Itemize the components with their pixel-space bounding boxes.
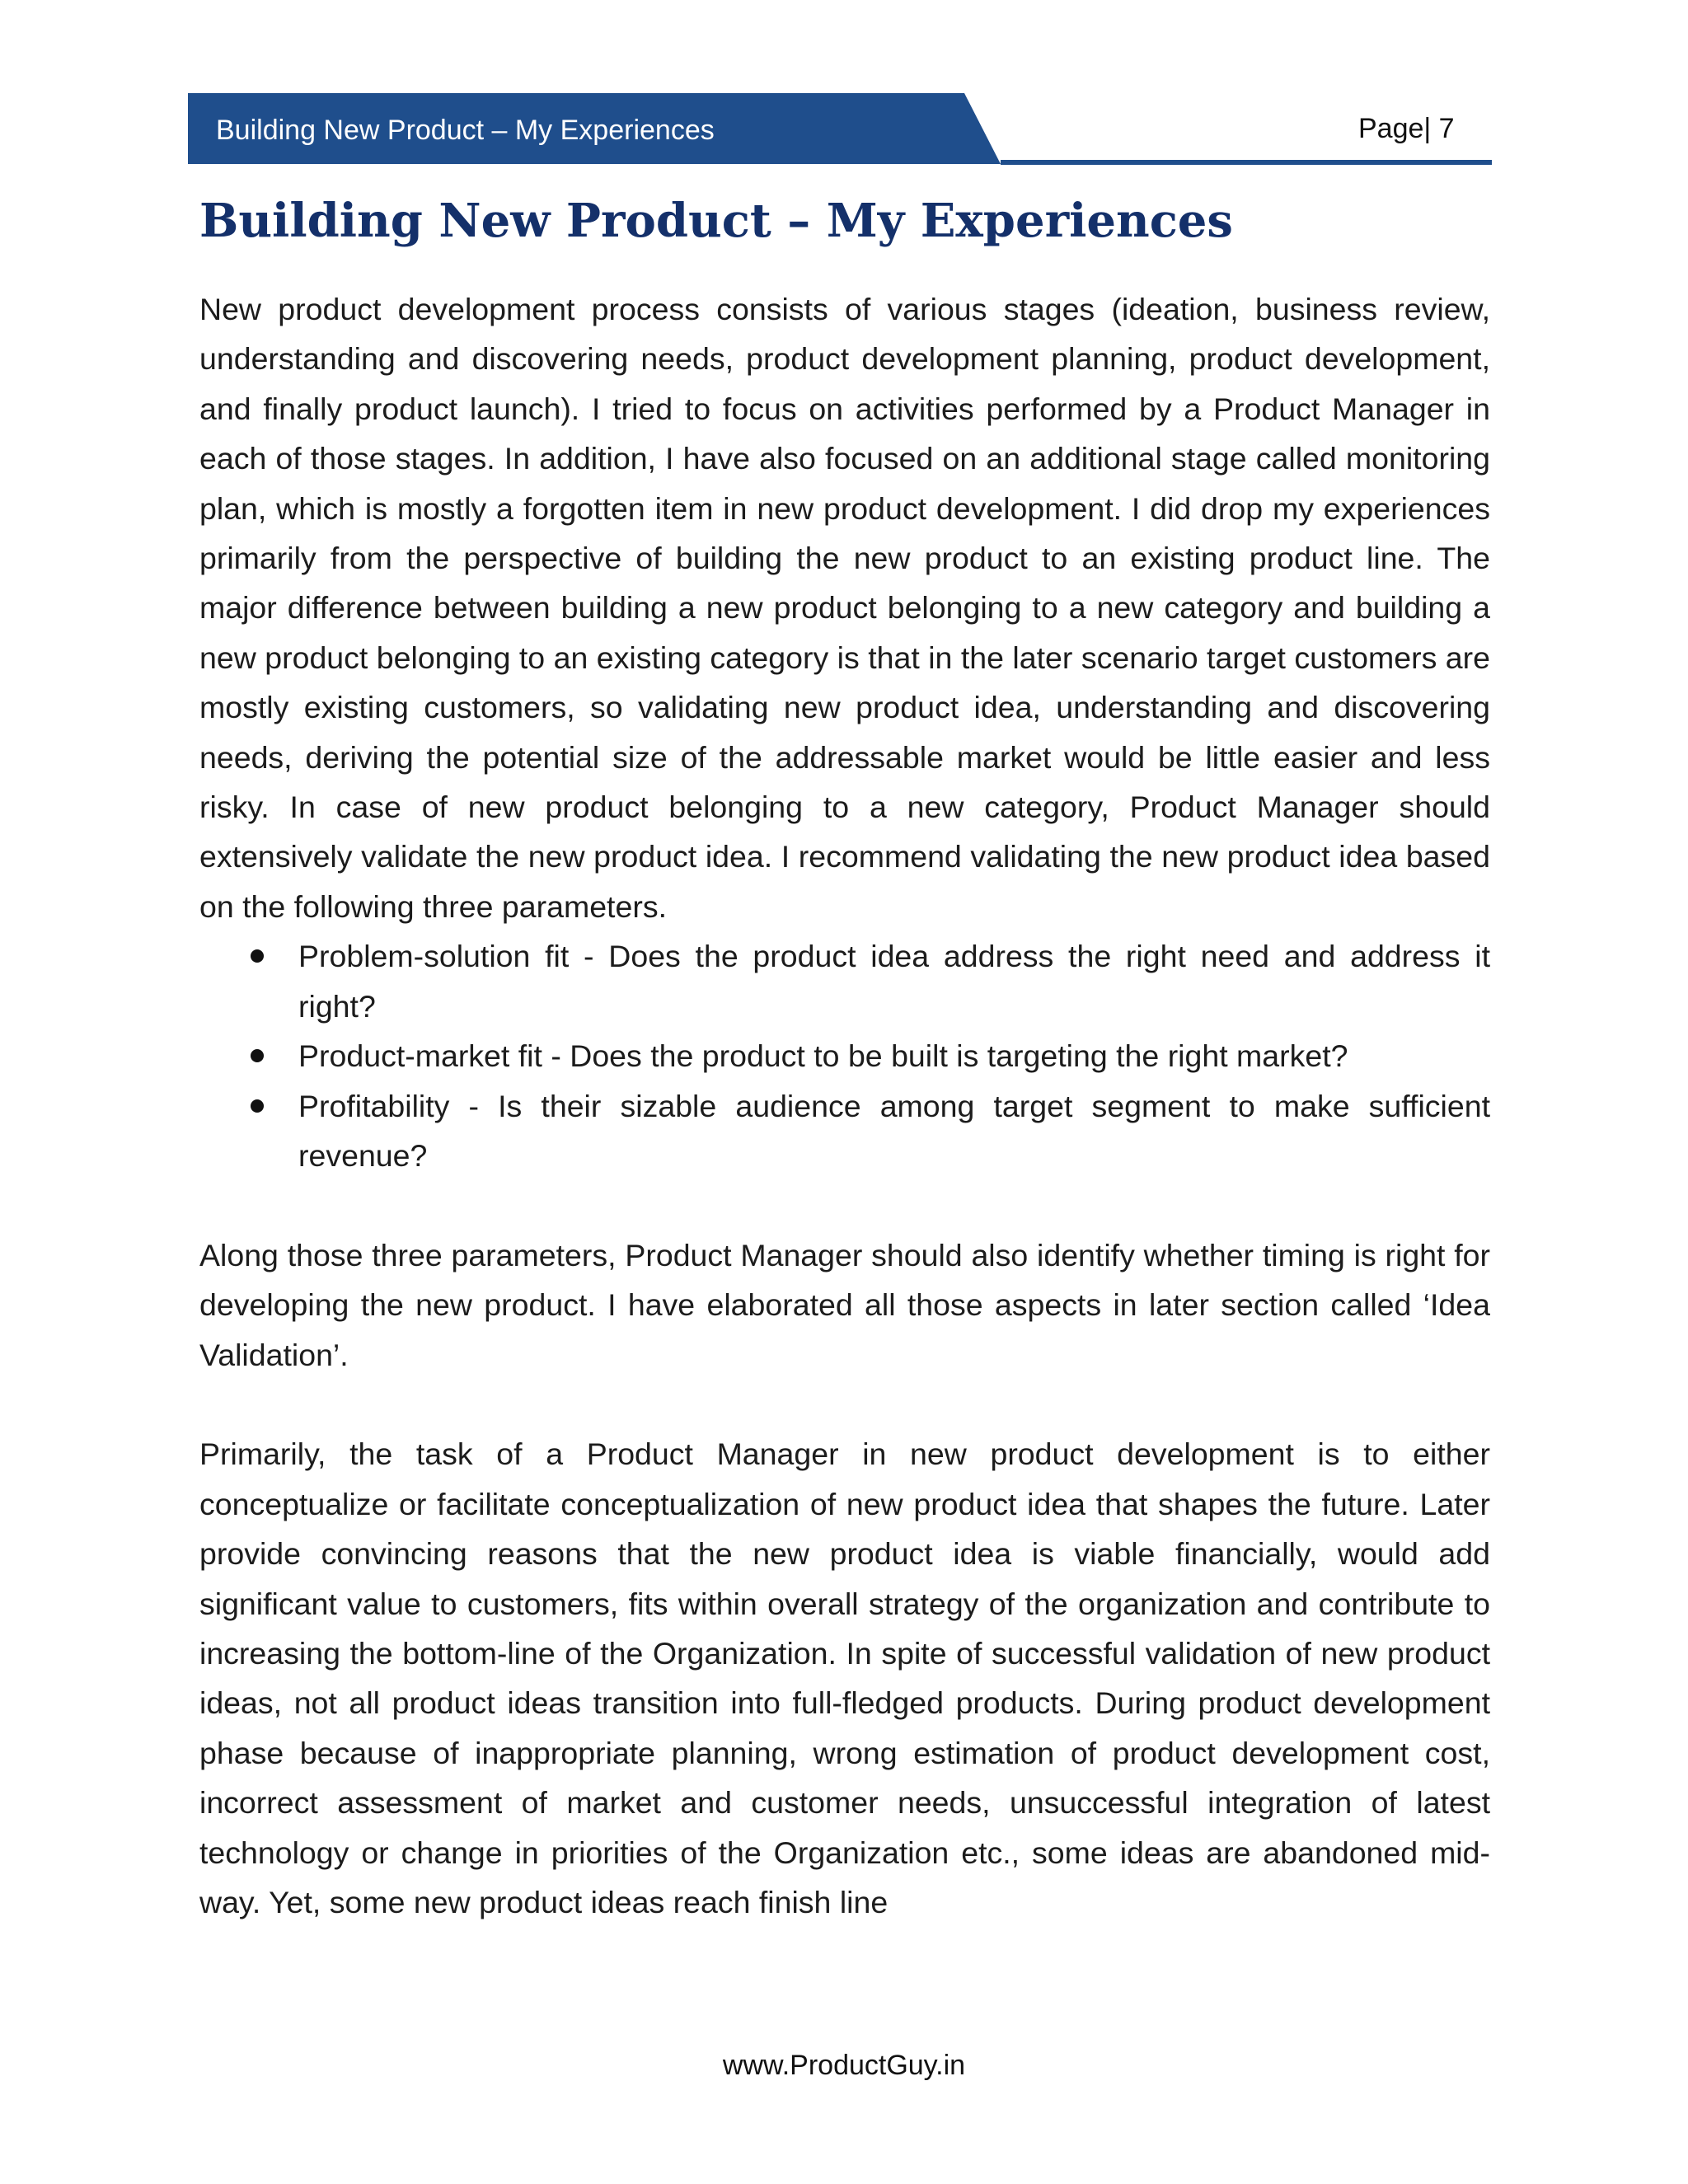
list-item-text: Product-market fit - Does the product to be built is targeting the right market? bbox=[298, 1038, 1348, 1074]
list-item bbox=[199, 1081, 1490, 1181]
header-banner-text: Building New Product – My Experiences bbox=[216, 115, 715, 146]
bullet-icon bbox=[251, 949, 264, 963]
list-item-text: Problem-solution fit - Does the product idea address the right need and address it right? bbox=[298, 939, 1490, 1024]
page-number: Page| 7 bbox=[1358, 113, 1455, 144]
bullet-icon bbox=[251, 1049, 264, 1062]
header-rule bbox=[1001, 160, 1492, 165]
timing-paragraph: Along those three parameters, Product Manager should also identify whether timing is right for developing the new product. I have elaborated all those aspects in later section called ‘Idea Validation’. bbox=[199, 1237, 1490, 1372]
footer-url: www.ProductGuy.in bbox=[722, 2050, 966, 2081]
task-paragraph: Primarily, the task of a Product Manager in new product development is to either conceptualize or facilitate conceptualization of new product idea that shapes the future. Later provide convincing reasons that the new product idea is viable financially, would add significant value to customers, fits within overall strategy of the organization and contribute to increasing the bottom-line of the Organization. In spite of successful validation of new product ideas, not all product ideas transition into full-fledged products. During product development phase because of inappropriate planning, wrong estimation of product development cost, incorrect assessment of market and customer needs, unsuccessful integration of latest technology or change in priorities of the Organization etc., some ideas are abandoned mid-way. Yet, some new product ideas reach finish line bbox=[199, 1436, 1490, 1919]
list-item bbox=[199, 1031, 1490, 1080]
body-text bbox=[199, 284, 1490, 1927]
parameter-list bbox=[199, 931, 1490, 1180]
page-title: Building New Product – My Experiences bbox=[199, 194, 1233, 248]
list-item-text: Profitability - Is their sizable audience among target segment to make sufficient revenue? bbox=[298, 1088, 1490, 1173]
bullet-icon bbox=[251, 1099, 264, 1113]
list-item bbox=[199, 931, 1490, 1031]
intro-paragraph: New product development process consists of various stages (ideation, business review, understanding and discovering needs, product development planning, product development, and finally product launch). I tried to focus on activities performed by a Product Manager in each of those stages. In addition, I have also focused on an additional stage called monitoring plan, which is mostly a forgotten item in new product development. I did drop my experiences primarily from the perspective of building the new product to an existing product line. The major difference between building a new product belonging to a new category and building a new product belonging to an existing category is that in the later scenario target customers are mostly existing customers, so validating new product idea, understanding and discovering needs, deriving the potential size of the addressable market would be little easier and less risky. In case of new product belonging to a new category, Product Manager should extensively validate the new product idea. I recommend validating the new product idea based on the following three parameters. bbox=[199, 292, 1490, 924]
